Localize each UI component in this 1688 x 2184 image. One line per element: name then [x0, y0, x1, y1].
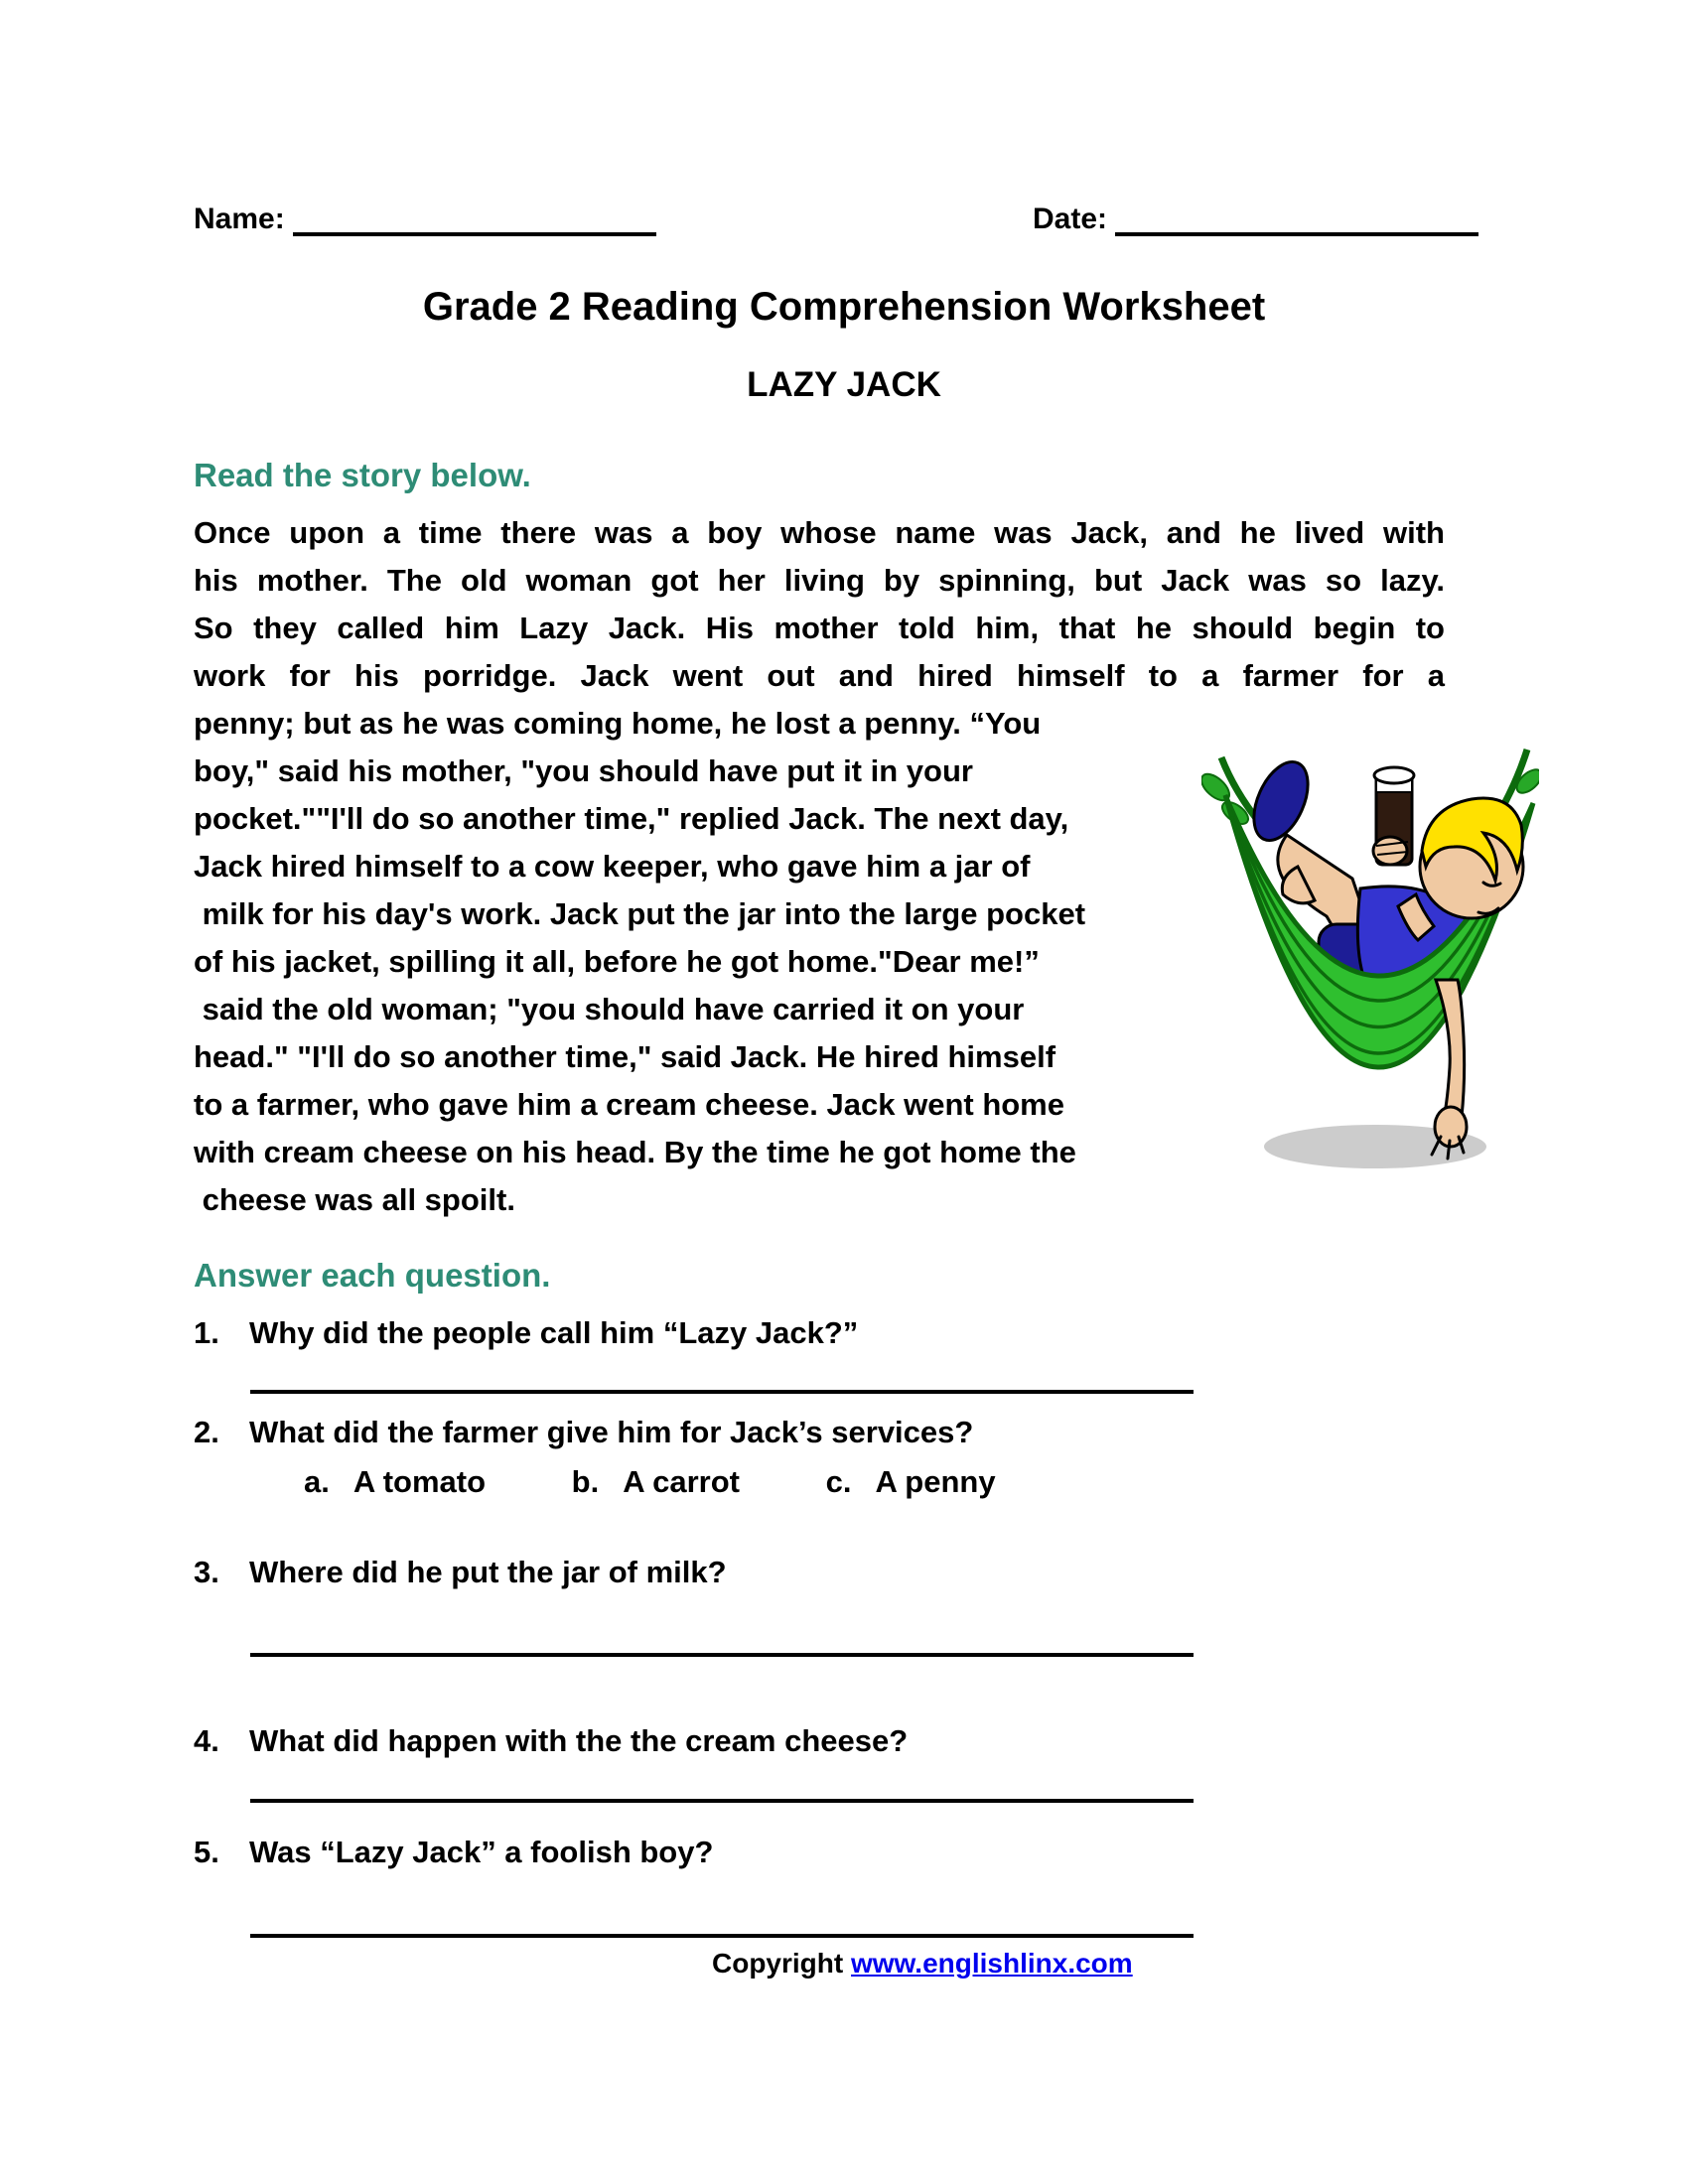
question-3-number: 3.	[194, 1555, 219, 1589]
question-5	[194, 1835, 713, 1870]
story-line: So they called him Lazy Jack. His mother told him, that he should begin to	[194, 611, 1445, 645]
copyright-line	[712, 1948, 1133, 1979]
story-line: with cream cheese on his head. By the time he got home the	[194, 1135, 1076, 1169]
date-field	[1033, 203, 1478, 236]
question-5-text: Was “Lazy Jack” a foolish boy?	[249, 1835, 714, 1869]
name-blank-line	[293, 203, 656, 236]
answer-blank-5	[250, 1934, 1194, 1938]
lazy-jack-hammock-image	[1201, 730, 1539, 1176]
option-c-text: A penny	[875, 1464, 996, 1499]
question-2	[194, 1415, 973, 1450]
story-line: head." "I'll do so another time," said Jack. He hired himself	[194, 1039, 1056, 1074]
answer-blank-3	[250, 1653, 1194, 1657]
story-line: Jack hired himself to a cow keeper, who gave him a jar of	[194, 849, 1031, 884]
story-line: milk for his day's work. Jack put the jar into the large pocket	[194, 896, 1086, 931]
story-line: work for his porridge. Jack went out and hired himself to a farmer for a	[194, 658, 1445, 693]
question-1-number: 1.	[194, 1315, 219, 1350]
date-label: Date:	[1033, 203, 1108, 235]
answer-blank-1	[250, 1390, 1194, 1394]
question-2-options	[304, 1464, 1073, 1500]
story-line: pocket.""I'll do so another time," replied Jack. The next day,	[194, 801, 1069, 836]
boy-in-hammock-illustration	[1201, 730, 1539, 1176]
story-line: boy," said his mother, "you should have put it in your	[194, 753, 973, 788]
question-3	[194, 1555, 727, 1590]
story-line: to a farmer, who gave him a cream cheese. Jack went home	[194, 1087, 1064, 1122]
page-title: Grade 2 Reading Comprehension Worksheet	[422, 285, 1266, 329]
story-line: said the old woman; "you should have carried it on your	[194, 992, 1025, 1026]
story-line: of his jacket, spilling it all, before he got home."Dear me!”	[194, 944, 1040, 979]
copyright-label: Copyright	[712, 1948, 844, 1979]
option-b	[572, 1464, 740, 1499]
option-b-text: A carrot	[623, 1464, 740, 1499]
question-2-number: 2.	[194, 1415, 219, 1449]
question-4-text: What did happen with the the cream cheese?	[249, 1723, 909, 1758]
option-b-letter: b.	[571, 1464, 600, 1499]
englishlinx-link[interactable]: www.englishlinx.com	[851, 1948, 1133, 1979]
story-title: LAZY JACK	[747, 365, 941, 404]
question-5-number: 5.	[194, 1835, 219, 1869]
story-line: Once upon a time there was a boy whose name was Jack, and he lived with	[194, 515, 1445, 550]
question-1-text: Why did the people call him “Lazy Jack?”	[249, 1315, 859, 1350]
option-a	[304, 1464, 486, 1499]
question-4-number: 4.	[194, 1723, 219, 1758]
option-c-letter: c.	[825, 1464, 852, 1499]
name-label: Name:	[194, 203, 285, 235]
date-blank-line	[1115, 203, 1478, 236]
story-line: penny; but as he was coming home, he lost a penny. “You	[194, 706, 1042, 741]
option-c	[826, 1464, 996, 1499]
boy-head	[1420, 798, 1523, 918]
read-instruction: Read the story below.	[194, 457, 531, 493]
name-field	[194, 203, 656, 236]
option-a-letter: a.	[304, 1464, 330, 1499]
option-a-text: A tomato	[352, 1464, 487, 1499]
question-3-text: Where did he put the jar of milk?	[249, 1555, 727, 1589]
story-line: cheese was all spoilt.	[194, 1182, 515, 1217]
answer-instruction: Answer each question.	[194, 1257, 551, 1294]
story-line: his mother. The old woman got her living by spinning, but Jack was so lazy.	[194, 563, 1445, 598]
question-2-text: What did the farmer give him for Jack’s services?	[249, 1415, 974, 1449]
answer-blank-4	[250, 1799, 1194, 1803]
question-1	[194, 1315, 858, 1351]
question-4	[194, 1723, 908, 1759]
